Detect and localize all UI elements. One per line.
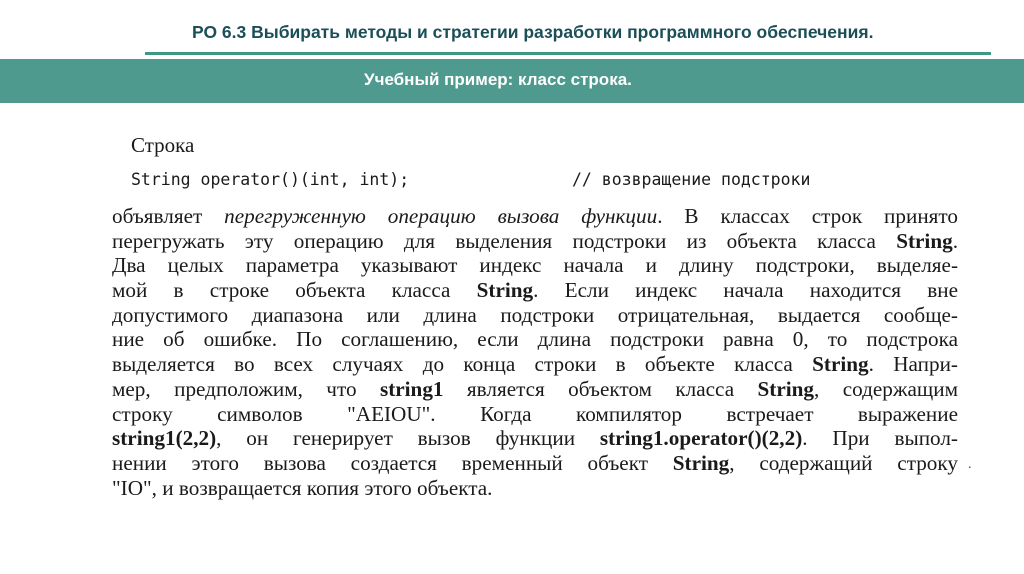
- code-comment: // возвращение подстроки: [572, 170, 811, 189]
- text-run: мер, предположим, что: [112, 376, 380, 401]
- bold-term: String: [812, 352, 869, 377]
- section-heading: Строка: [131, 133, 195, 157]
- text-run: . В классах строк принято: [657, 204, 958, 228]
- code-declaration: String operator()(int, int);: [131, 170, 410, 189]
- paragraph-line: [112, 327, 958, 352]
- bold-term: String: [896, 228, 953, 253]
- paragraph-line: [112, 204, 958, 229]
- paragraph-line: [112, 303, 958, 328]
- paragraph: [112, 204, 958, 500]
- text-run: . Напри-: [868, 352, 958, 377]
- slide-title: РО 6.3 Выбирать методы и стратегии разработки программного обеспечения.: [192, 22, 874, 42]
- italic-term: перегруженную операцию вызова функции: [224, 204, 658, 228]
- text-run: объявляет: [112, 204, 225, 228]
- paragraph-line: [112, 278, 958, 303]
- text-run: выделяется во всех случаях до конца строки в объекте класса: [112, 352, 813, 377]
- paragraph-line: [112, 229, 958, 254]
- bold-term: String: [476, 278, 534, 303]
- text-run: .: [952, 228, 958, 253]
- title-divider: [145, 52, 991, 55]
- text-run: , он генерирует вызов функции: [216, 426, 600, 451]
- text-run: допустимого диапазона или длина подстроки отрицательная, выдается сообще-: [112, 302, 958, 327]
- text-run: строку символов "AEIOU". Когда компилятор встречает выражение: [112, 401, 958, 426]
- bold-term: string1(2,2): [112, 426, 217, 451]
- text-run: "IO", и возвращается копия этого объекта.: [112, 475, 493, 500]
- paragraph-line: [112, 426, 958, 451]
- subtitle-band-text: Учебный пример: класс строка.: [364, 70, 632, 89]
- text-run: . Если индекс начала находится вне: [533, 278, 958, 303]
- paragraph-line: [112, 253, 958, 278]
- text-run: Два целых параметра указывают индекс начала и длину подстроки, выделяе-: [112, 253, 958, 278]
- text-run: . При выпол-: [802, 426, 958, 451]
- paragraph-line: [112, 352, 958, 377]
- bold-term: string1.operator()(2,2): [599, 426, 803, 451]
- margin-mark: .: [968, 457, 972, 472]
- bold-term: String: [672, 450, 730, 475]
- paragraph-line: [112, 451, 958, 476]
- paragraph-line: [112, 377, 958, 402]
- paragraph-line: [112, 402, 958, 427]
- text-run: ние об ошибке. По соглашению, если длина подстроки равна 0, то подстрока: [112, 327, 958, 352]
- text-run: перегружать эту операцию для выделения подстроки из объекта класса: [112, 228, 897, 253]
- paragraph-line: [112, 476, 958, 501]
- text-run: мой в строке объекта класса: [112, 278, 477, 303]
- bold-term: String: [757, 376, 815, 401]
- bold-term: string1: [379, 376, 444, 401]
- text-run: является объектом класса: [443, 376, 758, 401]
- text-run: нении этого вызова создается временный объект: [112, 450, 673, 475]
- text-run: , содержащим: [814, 376, 958, 401]
- text-run: , содержащий строку: [729, 450, 958, 475]
